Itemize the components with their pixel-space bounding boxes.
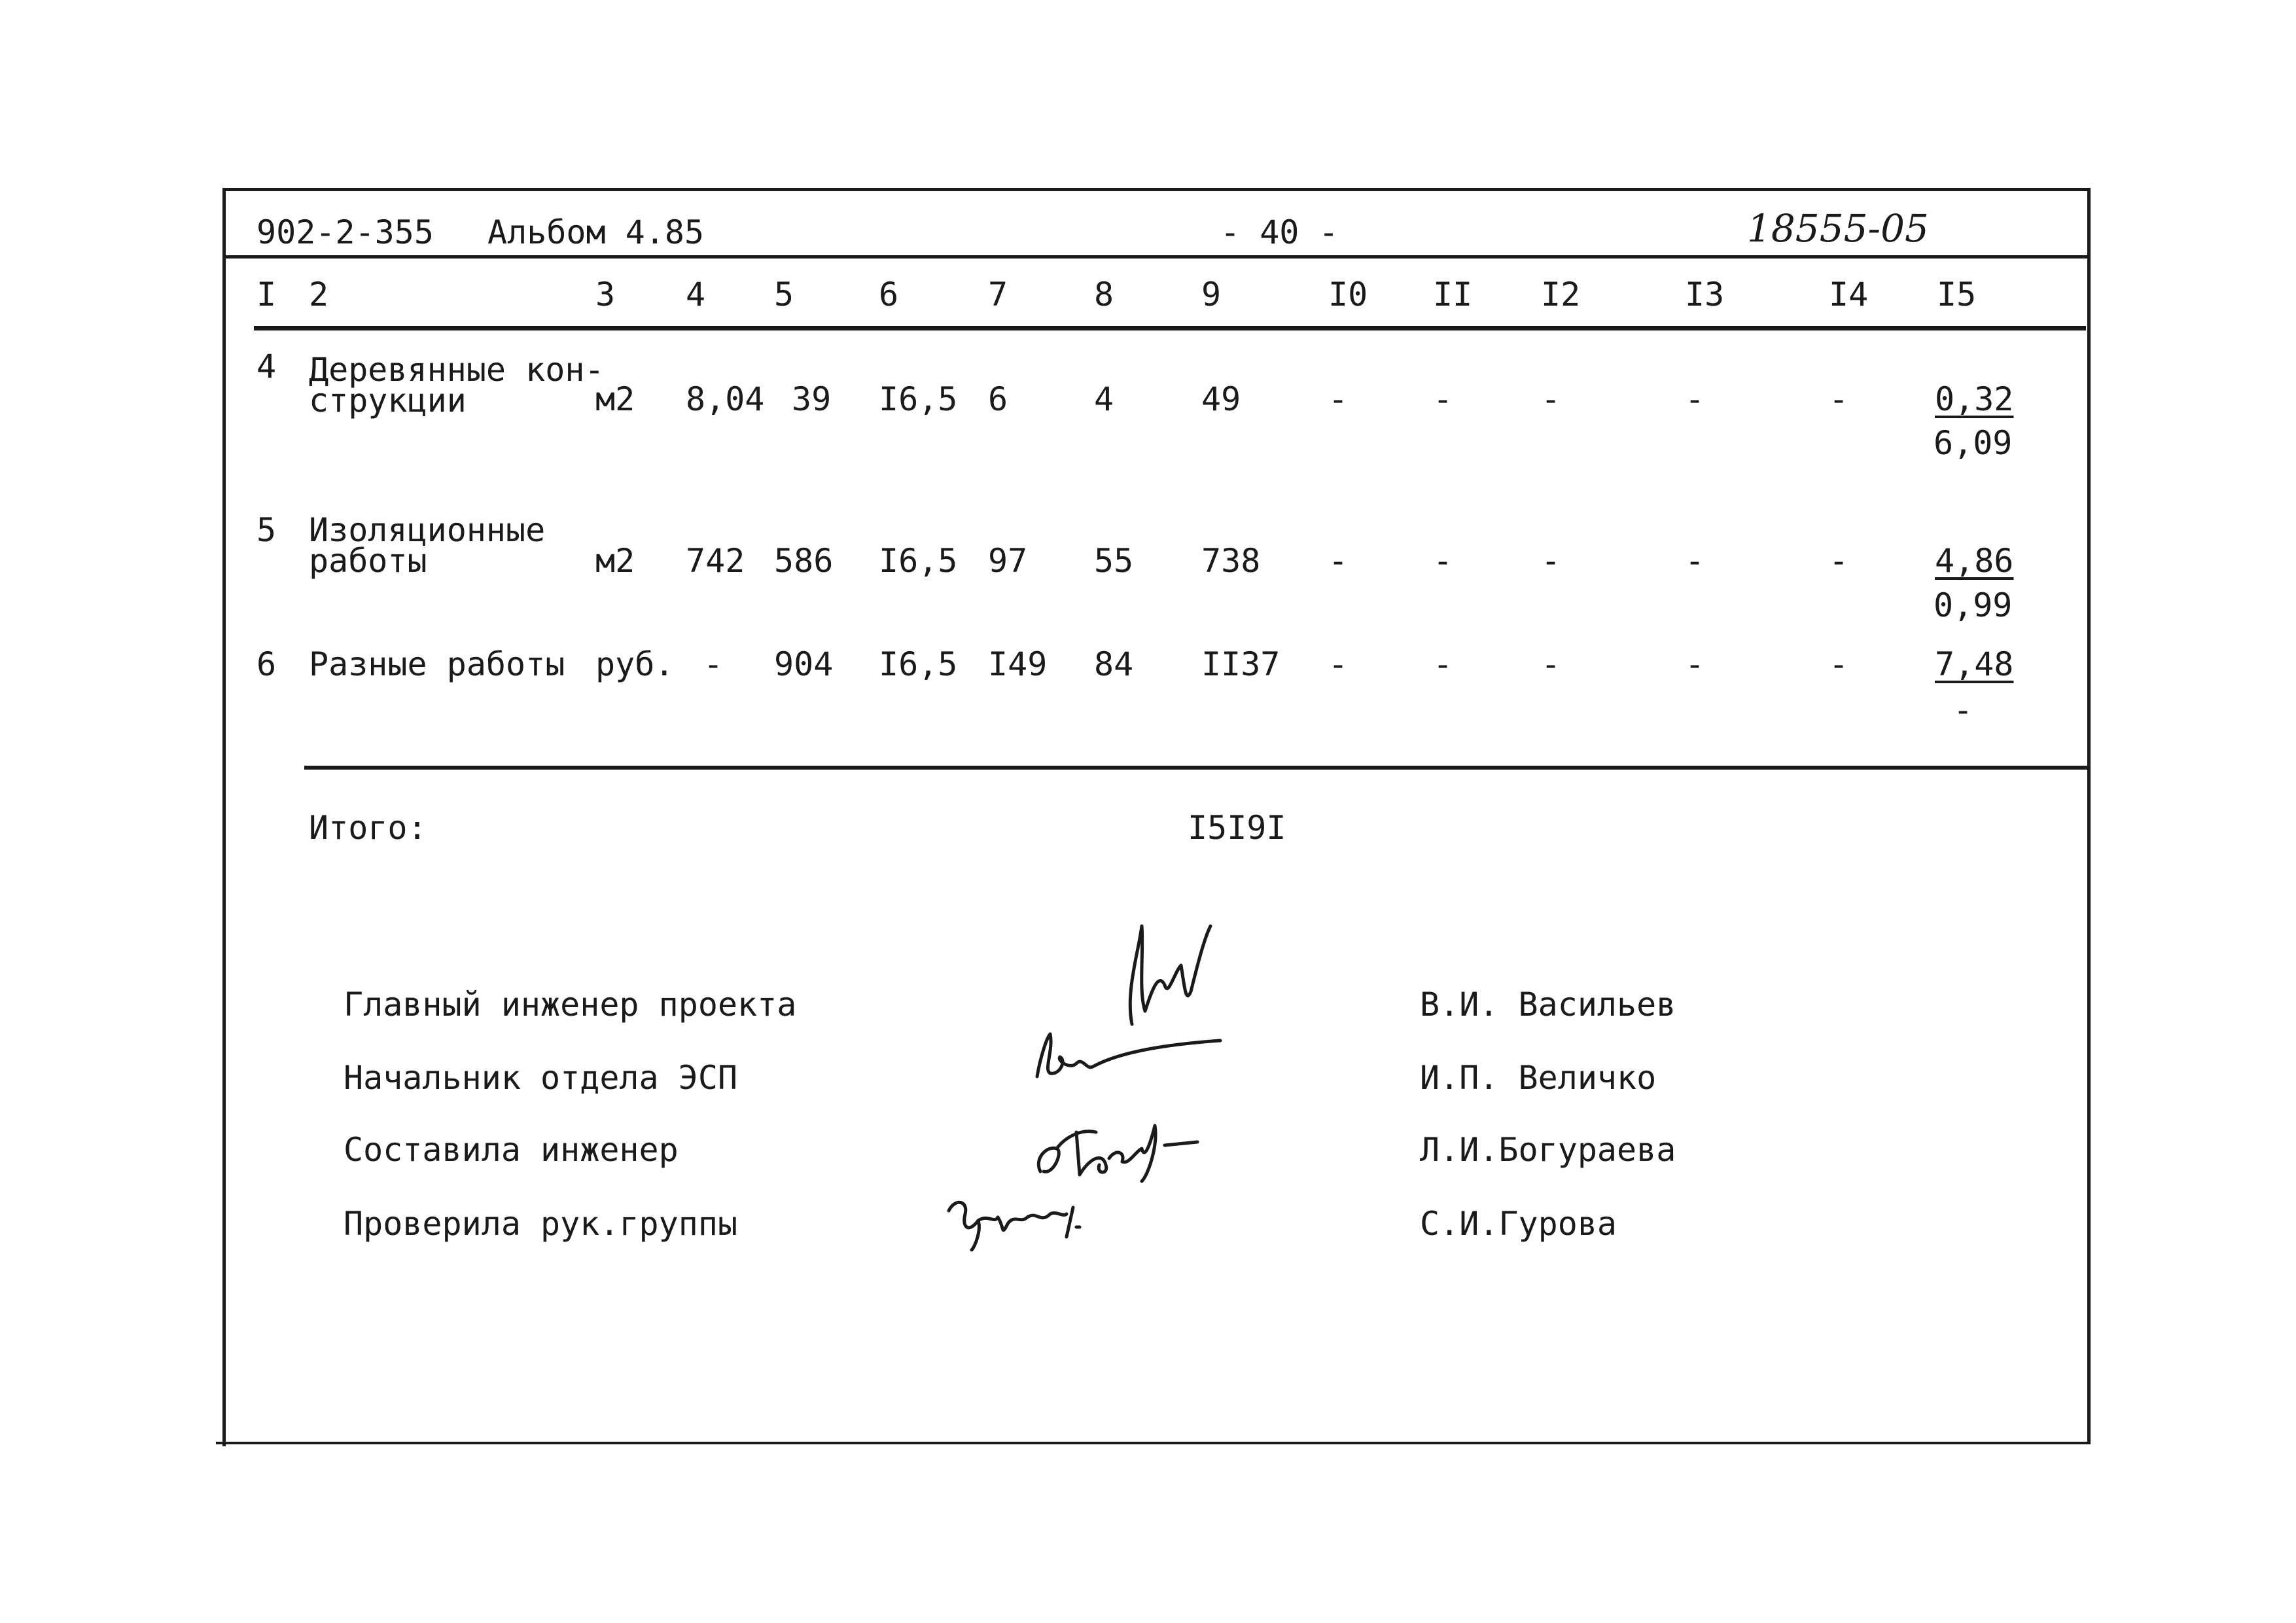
row-unit: м2 <box>595 542 635 580</box>
row-col-12: - <box>1541 380 1561 418</box>
row-col-6: I6,5 <box>879 542 958 580</box>
row-col-15-top: 0,32 <box>1935 380 2014 418</box>
document-code: 902-2-355 <box>256 213 434 251</box>
row-col-15-top: 4,86 <box>1935 542 2014 580</box>
frame-bottom-line <box>216 1442 2091 1444</box>
signature-name-compiler: Л.И.Богураева <box>1420 1131 1676 1169</box>
row-col-12: - <box>1541 542 1561 580</box>
row-number: 6 <box>256 645 277 683</box>
page-number: - 40 - <box>1220 213 1339 251</box>
row-col-7: 6 <box>988 380 1008 418</box>
row-col-8: 4 <box>1094 380 1114 418</box>
row-col-13: - <box>1685 380 1705 418</box>
row-col-15-top: 7,48 <box>1935 645 2014 683</box>
row-col-10: - <box>1328 380 1349 418</box>
frame-top-line <box>222 188 2091 191</box>
handwritten-signature-checker <box>942 1188 1112 1253</box>
row-col-8: 84 <box>1094 645 1134 683</box>
column-header-14: I4 <box>1829 276 1869 313</box>
row-col-11: - <box>1433 645 1453 683</box>
column-header-15: I5 <box>1937 276 1977 313</box>
signature-name-chief-engineer: В.И. Васильев <box>1420 986 1676 1024</box>
row-col-13: - <box>1685 542 1705 580</box>
album-label: Альбом 4.85 <box>487 213 705 251</box>
row-col-14: - <box>1829 542 1849 580</box>
row-col-9: 49 <box>1201 380 1241 418</box>
signature-name-department-head: И.П. Величко <box>1420 1059 1657 1097</box>
row-col-4: 8,04 <box>686 380 765 418</box>
row-col-4: - <box>703 645 724 683</box>
row-col-7: I49 <box>988 645 1048 683</box>
row-unit: руб. <box>595 645 675 683</box>
row-col-7: 97 <box>988 542 1028 580</box>
column-header-8: 8 <box>1094 276 1114 313</box>
row-col-10: - <box>1328 645 1349 683</box>
row-col-8: 55 <box>1094 542 1134 580</box>
row-col-15-bottom: - <box>1953 691 1973 729</box>
row-number: 4 <box>256 348 277 385</box>
row-col-11: - <box>1433 380 1453 418</box>
handwritten-signature-compiler <box>1031 1113 1227 1185</box>
column-header-5: 5 <box>774 276 794 313</box>
total-value: I5I9I <box>1188 809 1286 847</box>
column-header-9: 9 <box>1201 276 1222 313</box>
signature-name-checker: С.И.Гурова <box>1420 1205 1617 1243</box>
row-col-9: 738 <box>1201 542 1261 580</box>
header-divider-line <box>222 255 2091 259</box>
row-name-line1: Разные работы <box>309 645 565 683</box>
stamp-number: 18555-05 <box>1747 206 1929 251</box>
column-header-2: 2 <box>309 276 329 313</box>
row-col-5: 904 <box>774 645 834 683</box>
total-label: Итого: <box>309 809 427 847</box>
column-header-13: I3 <box>1685 276 1725 313</box>
frame-right-line <box>2087 188 2091 1444</box>
signature-role-chief-engineer: Главный инженер проекта <box>344 986 797 1024</box>
row-col-5: 586 <box>774 542 834 580</box>
column-header-6: 6 <box>879 276 899 313</box>
row-number: 5 <box>256 511 277 549</box>
signature-role-compiler: Составила инженер <box>344 1131 679 1169</box>
signature-role-department-head: Начальник отдела ЭСП <box>344 1059 738 1097</box>
row-col-6: I6,5 <box>879 380 958 418</box>
row-unit: м2 <box>595 380 635 418</box>
row-col-15-bottom: 6,09 <box>1934 424 2013 462</box>
row-name-line2: струкции <box>309 382 467 419</box>
row-name-line2: работы <box>309 542 427 580</box>
handwritten-signature-department-head <box>1031 1024 1227 1090</box>
row-col-5: 39 <box>792 380 832 418</box>
column-header-7: 7 <box>988 276 1008 313</box>
row-col-15-bottom: 0,99 <box>1934 586 2013 624</box>
column-header-4: 4 <box>686 276 706 313</box>
frame-left-line <box>222 190 226 1446</box>
row-name-line1: Изоляционные <box>309 511 546 549</box>
row-col-10: - <box>1328 542 1349 580</box>
row-col-6: I6,5 <box>879 645 958 683</box>
column-header-10: I0 <box>1328 276 1368 313</box>
row-col-4: 742 <box>686 542 745 580</box>
column-header-3: 3 <box>595 276 616 313</box>
column-header-12: I2 <box>1541 276 1581 313</box>
row-name-line1: Деревянные кон- <box>309 351 605 389</box>
column-header-11: II <box>1433 276 1473 313</box>
row-col-11: - <box>1433 542 1453 580</box>
row-col-14: - <box>1829 645 1849 683</box>
column-header-1: I <box>256 276 277 313</box>
signature-role-checker: Проверила рук.группы <box>344 1205 738 1243</box>
row-col-9: II37 <box>1201 645 1280 683</box>
row-col-14: - <box>1829 380 1849 418</box>
row-col-13: - <box>1685 645 1705 683</box>
row-col-12: - <box>1541 645 1561 683</box>
column-header-divider <box>254 326 2086 330</box>
total-divider-line <box>304 766 2087 770</box>
